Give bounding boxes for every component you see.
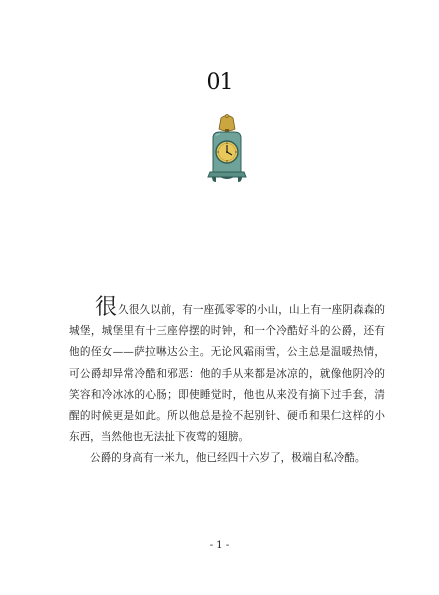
paragraph-body: 久很久以前，有一座孤零零的小山，山上有一座阴森森的城堡，城堡里有十三座停摆的时钟，和一个冷酷好斗的公爵，还有他的侄女——萨拉啉达公主。无论风霜雨雪，公主总是温暖热情，可公爵却异常冷酷和邪恶：他的手从来都是冰凉的，就像他阴冷的笑容和冷冰冰的心肠；即使睡觉时，他也从来没有摘下过手套，清醒的时候更是如此。所以他总是捡不起别针、硬币和果仁这样的小东西，当然他也无法扯下夜莺的翅膀。 <box>69 304 385 444</box>
story-paragraph: 公爵的身高有一米九，他已经四十六岁了，极端自私冷酷。 <box>90 452 366 465</box>
story-paragraph <box>69 295 385 448</box>
story-text <box>69 295 385 470</box>
drop-cap: 很 <box>95 295 118 320</box>
bell-clock-icon <box>204 114 250 186</box>
page-number: - 1 - <box>209 540 230 551</box>
chapter-number: 01 <box>206 70 233 95</box>
